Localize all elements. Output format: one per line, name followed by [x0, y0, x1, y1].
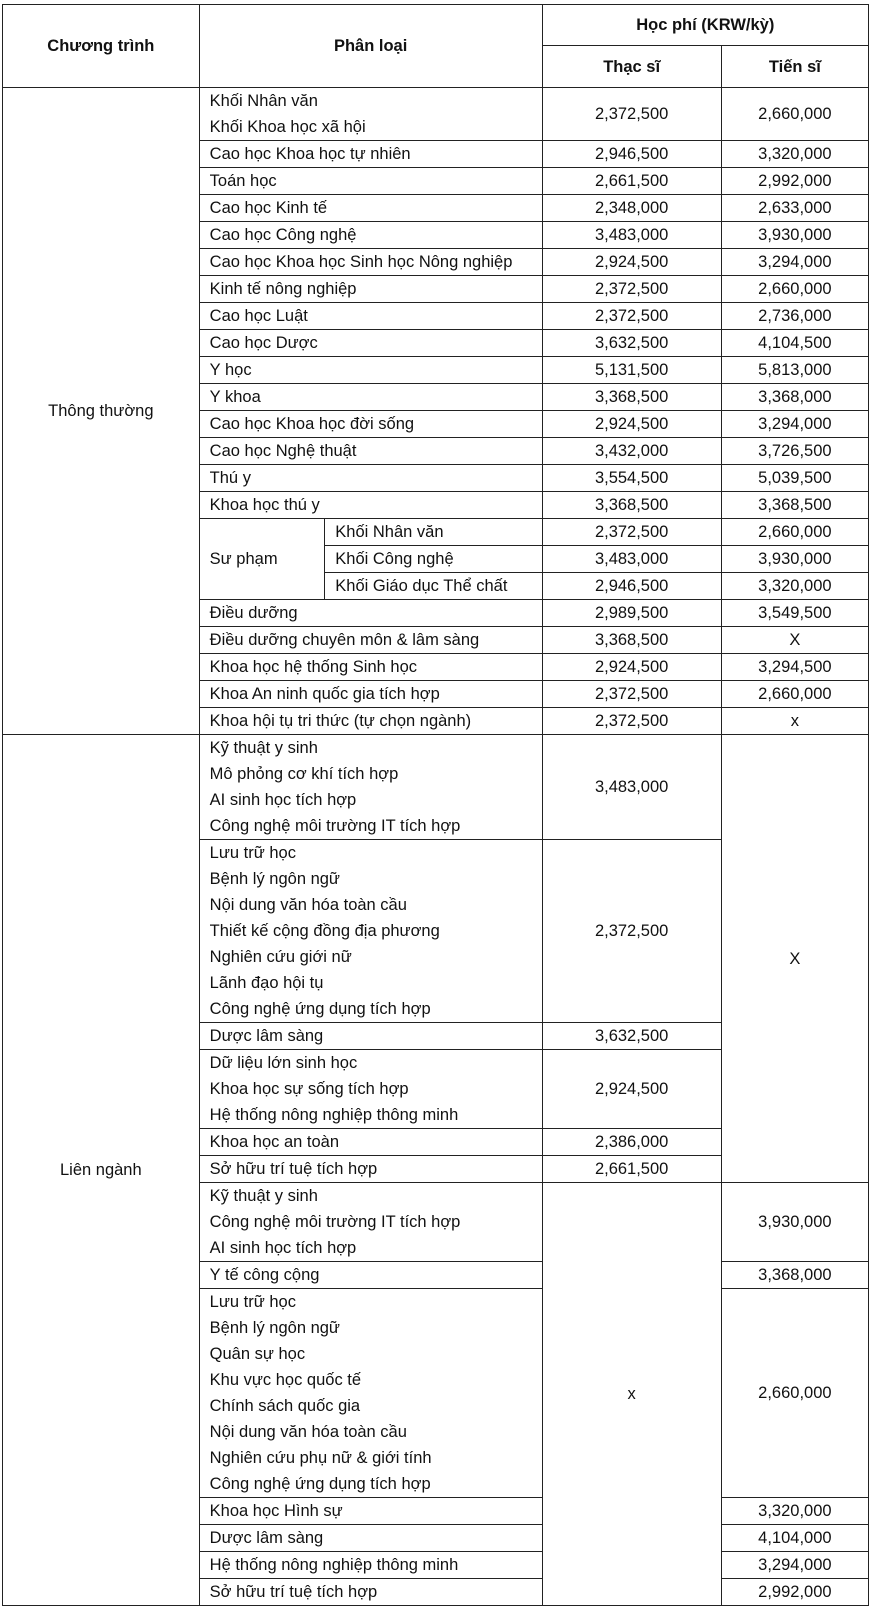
interdisciplinary-master-group: Kỹ thuật y sinh Mô phỏng cơ khí tích hợp AI sinh học tích hợp Công nghệ môi trường IT tích hợp	[199, 735, 542, 840]
category-pedagogy: Sư phạm	[199, 519, 325, 600]
master-fee: 3,432,000	[542, 438, 721, 465]
master-fee: 2,924,500	[542, 1050, 721, 1129]
master-fee: 2,372,500	[542, 840, 721, 1023]
master-fee: 3,483,000	[542, 222, 721, 249]
phd-fee: X	[721, 627, 868, 654]
master-fee: 2,661,500	[542, 168, 721, 195]
category-name: Điều dưỡng	[199, 600, 542, 627]
master-fee: 2,348,000	[542, 195, 721, 222]
master-fee: 2,924,500	[542, 411, 721, 438]
interdisciplinary-phd-group: Lưu trữ học Bệnh lý ngôn ngữ Quân sự học Khu vực học quốc tế Chính sách quốc gia Nội dung văn hóa toàn cầu Nghiên cứu phụ nữ & giới tính Công nghệ ứng dụng tích hợp	[199, 1289, 542, 1498]
tuition-table	[2, 4, 869, 1606]
master-fee: 2,989,500	[542, 600, 721, 627]
phd-fee: 5,813,000	[721, 357, 868, 384]
category-name: Cao học Nghệ thuật	[199, 438, 542, 465]
tuition-table-body	[3, 5, 869, 1606]
phd-fee: 2,660,000	[721, 88, 868, 141]
phd-fee: 2,633,000	[721, 195, 868, 222]
master-fee: 3,368,500	[542, 384, 721, 411]
subcategory-name: Khối Giáo dục Thể chất	[325, 573, 542, 600]
phd-fee: 4,104,000	[721, 1525, 868, 1552]
category-name: Điều dưỡng chuyên môn & lâm sàng	[199, 627, 542, 654]
phd-fee: 3,294,000	[721, 411, 868, 438]
subcategory-name: Khối Nhân văn	[325, 519, 542, 546]
category-name: Cao học Kinh tế	[199, 195, 542, 222]
master-fee: 2,924,500	[542, 654, 721, 681]
phd-fee: 3,549,500	[721, 600, 868, 627]
master-fee: 2,372,500	[542, 303, 721, 330]
phd-fee: 3,368,000	[721, 1262, 868, 1289]
master-fee: 2,372,500	[542, 681, 721, 708]
master-fee: 3,632,500	[542, 1023, 721, 1050]
category-name: Thú y	[199, 465, 542, 492]
phd-fee: x	[721, 708, 868, 735]
interdisciplinary-master-group: Khoa học an toàn	[199, 1129, 542, 1156]
phd-fee: 3,368,000	[721, 384, 868, 411]
interdisciplinary-master-group: Lưu trữ học Bệnh lý ngôn ngữ Nội dung văn hóa toàn cầu Thiết kế cộng đồng địa phương Nghiên cứu giới nữ Lãnh đạo hội tụ Công nghệ ứng dụng tích hợp	[199, 840, 542, 1023]
interdisciplinary-phd-group: Sở hữu trí tuệ tích hợp	[199, 1579, 542, 1606]
category-name: Khoa hội tụ tri thức (tự chọn ngành)	[199, 708, 542, 735]
interdisciplinary-phd-group: Kỹ thuật y sinh Công nghệ môi trường IT tích hợp AI sinh học tích hợp	[199, 1183, 542, 1262]
header-phd: Tiến sĩ	[721, 46, 868, 88]
phd-fee: 2,736,000	[721, 303, 868, 330]
phd-not-available: X	[721, 735, 868, 1183]
phd-fee: 3,320,000	[721, 573, 868, 600]
category-name: Cao học Công nghệ	[199, 222, 542, 249]
category-name: Khoa học thú y	[199, 492, 542, 519]
master-fee: 2,661,500	[542, 1156, 721, 1183]
phd-fee: 4,104,500	[721, 330, 868, 357]
phd-fee: 3,294,000	[721, 249, 868, 276]
category-name: Y khoa	[199, 384, 542, 411]
phd-fee: 3,930,000	[721, 546, 868, 573]
master-fee: 3,368,500	[542, 627, 721, 654]
category-name: Y học	[199, 357, 542, 384]
phd-fee: 3,726,500	[721, 438, 868, 465]
phd-fee: 2,660,000	[721, 681, 868, 708]
master-fee: 3,483,000	[542, 546, 721, 573]
master-fee: 2,372,500	[542, 519, 721, 546]
phd-fee: 3,320,000	[721, 1498, 868, 1525]
interdisciplinary-master-group: Dữ liệu lớn sinh học Khoa học sự sống tích hợp Hệ thống nông nghiệp thông minh	[199, 1050, 542, 1129]
master-fee: 2,924,500	[542, 249, 721, 276]
table-row	[3, 88, 869, 141]
interdisciplinary-phd-group: Y tế công cộng	[199, 1262, 542, 1289]
master-fee: 5,131,500	[542, 357, 721, 384]
category-name: Khối Nhân văn Khối Khoa học xã hội	[199, 88, 542, 141]
subcategory-name: Khối Công nghệ	[325, 546, 542, 573]
category-name: Cao học Khoa học Sinh học Nông nghiệp	[199, 249, 542, 276]
header-program: Chương trình	[3, 5, 200, 88]
program-regular: Thông thường	[3, 88, 200, 735]
interdisciplinary-phd-group: Dược lâm sàng	[199, 1525, 542, 1552]
phd-fee: 3,930,000	[721, 222, 868, 249]
category-name: Cao học Dược	[199, 330, 542, 357]
category-name: Kinh tế nông nghiệp	[199, 276, 542, 303]
phd-fee: 2,660,000	[721, 1289, 868, 1498]
interdisciplinary-phd-group: Khoa học Hình sự	[199, 1498, 542, 1525]
phd-fee: 2,660,000	[721, 276, 868, 303]
interdisciplinary-master-group: Dược lâm sàng	[199, 1023, 542, 1050]
phd-fee: 3,294,000	[721, 1552, 868, 1579]
header-fee: Học phí (KRW/kỳ)	[542, 5, 868, 46]
category-name: Cao học Khoa học tự nhiên	[199, 141, 542, 168]
phd-fee: 3,368,500	[721, 492, 868, 519]
interdisciplinary-phd-group: Hệ thống nông nghiệp thông minh	[199, 1552, 542, 1579]
master-fee: 3,368,500	[542, 492, 721, 519]
master-fee: 2,372,500	[542, 276, 721, 303]
phd-fee: 2,992,000	[721, 168, 868, 195]
category-name: Cao học Luật	[199, 303, 542, 330]
phd-fee: 3,294,500	[721, 654, 868, 681]
master-fee: 2,372,500	[542, 88, 721, 141]
interdisciplinary-master-group: Sở hữu trí tuệ tích hợp	[199, 1156, 542, 1183]
category-name: Khoa học hệ thống Sinh học	[199, 654, 542, 681]
category-name: Cao học Khoa học đời sống	[199, 411, 542, 438]
master-fee: 3,483,000	[542, 735, 721, 840]
master-not-available: x	[542, 1183, 721, 1606]
master-fee: 3,632,500	[542, 330, 721, 357]
master-fee: 2,946,500	[542, 573, 721, 600]
program-interdisciplinary: Liên ngành	[3, 735, 200, 1606]
master-fee: 2,946,500	[542, 141, 721, 168]
master-fee: 3,554,500	[542, 465, 721, 492]
phd-fee: 2,992,000	[721, 1579, 868, 1606]
table-row	[3, 735, 869, 761]
header-category: Phân loại	[199, 5, 542, 88]
phd-fee: 3,320,000	[721, 141, 868, 168]
category-name: Khoa An ninh quốc gia tích hợp	[199, 681, 542, 708]
header-master: Thạc sĩ	[542, 46, 721, 88]
phd-fee: 2,660,000	[721, 519, 868, 546]
phd-fee: 5,039,500	[721, 465, 868, 492]
master-fee: 2,372,500	[542, 708, 721, 735]
phd-fee: 3,930,000	[721, 1183, 868, 1262]
master-fee: 2,386,000	[542, 1129, 721, 1156]
category-name: Toán học	[199, 168, 542, 195]
